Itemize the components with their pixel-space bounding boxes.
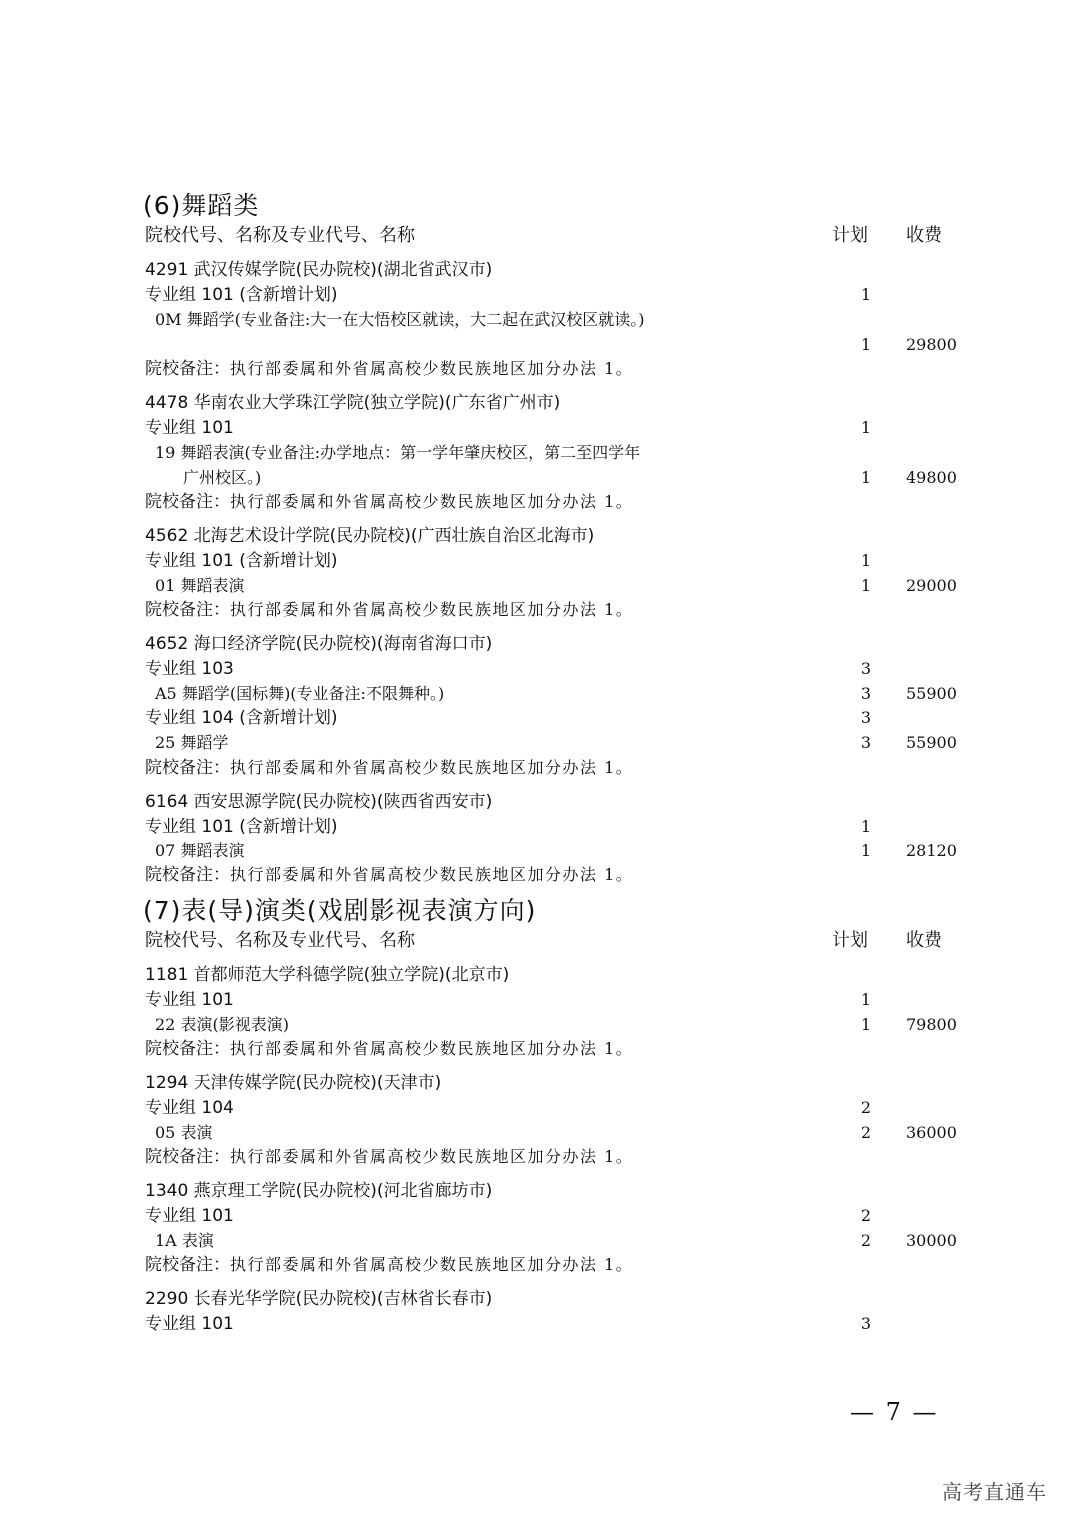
group-plan: 3 <box>860 1314 872 1333</box>
group-row <box>0 549 1080 574</box>
major-name: 22 表演(影视表演) <box>155 1015 289 1034</box>
group-label: 专业组 104 (含新增计划) <box>145 708 338 728</box>
major-fee: 49800 <box>906 468 957 487</box>
school-row <box>0 632 1080 657</box>
group-label: 专业组 101 (含新增计划) <box>145 285 338 305</box>
major-plan: 3 <box>860 733 872 752</box>
school-note <box>145 1254 633 1276</box>
major-name-continued: 广州校区。) <box>183 468 262 487</box>
note-label: 院校备注： <box>145 758 230 778</box>
group-row <box>0 283 1080 308</box>
note-text: 执行部委属和外省属高校少数民族地区加分办法 1。 <box>230 492 634 511</box>
school-name: 2290 长春光华学院(民办院校)(吉林省长春市) <box>145 1289 493 1309</box>
group-label: 专业组 101 (含新增计划) <box>145 817 338 837</box>
group-label: 专业组 103 <box>145 659 234 679</box>
major-row-values <box>0 466 1080 491</box>
column-header-plan: 计划 <box>832 225 868 246</box>
major-name: 07 舞蹈表演 <box>155 841 245 860</box>
major-name: 05 表演 <box>155 1123 213 1142</box>
school-name: 4478 华南农业大学珠江学院(独立学院)(广东省广州市) <box>145 393 561 413</box>
school-note <box>145 599 633 621</box>
school-note-row <box>0 1037 1080 1062</box>
group-plan: 1 <box>860 551 872 570</box>
column-header-fee: 收费 <box>906 930 942 951</box>
school-row <box>0 1179 1080 1204</box>
school-row <box>0 258 1080 283</box>
section-title: (7)表(导)演类(戏剧影视表演方向) <box>143 896 537 925</box>
major-name: A5 舞蹈学(国标舞)(专业备注:不限舞种。) <box>155 684 445 703</box>
group-label: 专业组 101 (含新增计划) <box>145 551 338 571</box>
page-number: — 7 — <box>850 1398 939 1426</box>
major-plan: 3 <box>860 684 872 703</box>
major-row <box>0 731 1080 756</box>
group-row <box>0 1312 1080 1337</box>
school-name: 4652 海口经济学院(民办院校)(海南省海口市) <box>145 634 493 654</box>
note-label: 院校备注： <box>145 1255 230 1275</box>
school-name: 4562 北海艺术设计学院(民办院校)(广西壮族自治区北海市) <box>145 526 595 546</box>
group-plan: 3 <box>860 659 872 678</box>
major-fee: 29000 <box>906 576 957 595</box>
major-name: 25 舞蹈学 <box>155 733 229 752</box>
school-note-row <box>0 490 1080 515</box>
school-name: 1340 燕京理工学院(民办院校)(河北省廊坊市) <box>145 1181 493 1201</box>
group-row <box>0 988 1080 1013</box>
group-plan: 1 <box>860 817 872 836</box>
major-row <box>0 441 1080 466</box>
major-plan: 1 <box>860 335 872 354</box>
group-row <box>0 706 1080 731</box>
group-label: 专业组 104 <box>145 1098 234 1118</box>
major-row <box>0 1013 1080 1038</box>
major-plan: 1 <box>860 468 872 487</box>
major-fee: 36000 <box>906 1123 957 1142</box>
school-note <box>145 1038 633 1060</box>
school-row <box>0 1287 1080 1312</box>
major-plan: 1 <box>860 1015 872 1034</box>
note-label: 院校备注： <box>145 492 230 512</box>
school-row <box>0 790 1080 815</box>
note-text: 执行部委属和外省属高校少数民族地区加分办法 1。 <box>230 865 634 884</box>
school-note-row <box>0 756 1080 781</box>
group-row <box>0 1096 1080 1121</box>
school-note-row <box>0 1253 1080 1278</box>
major-fee: 55900 <box>906 684 957 703</box>
school-note-row <box>0 1145 1080 1170</box>
major-row <box>0 308 1080 333</box>
school-name: 6164 西安思源学院(民办院校)(陕西省西安市) <box>145 792 493 812</box>
group-label: 专业组 101 <box>145 1314 234 1334</box>
group-row <box>0 416 1080 441</box>
school-note <box>145 757 633 779</box>
school-row <box>0 524 1080 549</box>
school-note-row <box>0 357 1080 382</box>
school-note-row <box>0 598 1080 623</box>
group-plan: 1 <box>860 285 872 304</box>
major-row <box>0 839 1080 864</box>
major-name: 0M 舞蹈学(专业备注:大一在大悟校区就读，大二起在武汉校区就读。) <box>155 310 645 329</box>
major-row <box>0 1121 1080 1146</box>
group-row <box>0 1204 1080 1229</box>
major-row <box>0 1229 1080 1254</box>
note-label: 院校备注： <box>145 1039 230 1059</box>
school-note <box>145 491 633 513</box>
group-row <box>0 657 1080 682</box>
major-fee: 30000 <box>906 1231 957 1250</box>
group-label: 专业组 101 <box>145 418 234 438</box>
school-name: 4291 武汉传媒学院(民办院校)(湖北省武汉市) <box>145 260 493 280</box>
note-text: 执行部委属和外省属高校少数民族地区加分办法 1。 <box>230 758 634 777</box>
column-header-label: 院校代号、名称及专业代号、名称 <box>145 225 415 246</box>
group-row <box>0 815 1080 840</box>
group-plan: 3 <box>860 708 872 727</box>
school-note <box>145 1146 633 1168</box>
column-header-fee: 收费 <box>906 225 942 246</box>
note-text: 执行部委属和外省属高校少数民族地区加分办法 1。 <box>230 1039 634 1058</box>
major-name: 19 舞蹈表演(专业备注:办学地点：第一学年肇庆校区，第二至四学年 <box>155 443 641 462</box>
group-plan: 2 <box>860 1098 872 1117</box>
school-note <box>145 358 633 380</box>
column-header-plan: 计划 <box>832 930 868 951</box>
major-row <box>0 682 1080 707</box>
note-label: 院校备注： <box>145 359 230 379</box>
major-plan: 1 <box>860 576 872 595</box>
school-row <box>0 1071 1080 1096</box>
major-name: 01 舞蹈表演 <box>155 576 245 595</box>
school-name: 1294 天津传媒学院(民办院校)(天津市) <box>145 1073 442 1093</box>
school-note <box>145 864 633 886</box>
group-plan: 1 <box>860 990 872 1009</box>
major-plan: 1 <box>860 841 872 860</box>
major-fee: 79800 <box>906 1015 957 1034</box>
column-header-label: 院校代号、名称及专业代号、名称 <box>145 930 415 951</box>
group-plan: 2 <box>860 1206 872 1225</box>
major-row <box>0 574 1080 599</box>
major-row-values <box>0 333 1080 358</box>
note-text: 执行部委属和外省属高校少数民族地区加分办法 1。 <box>230 359 634 378</box>
group-label: 专业组 101 <box>145 990 234 1010</box>
school-name: 1181 首都师范大学科德学院(独立学院)(北京市) <box>145 965 510 985</box>
group-label: 专业组 101 <box>145 1206 234 1226</box>
school-note-row <box>0 863 1080 888</box>
major-fee: 28120 <box>906 841 957 860</box>
note-text: 执行部委属和外省属高校少数民族地区加分办法 1。 <box>230 600 634 619</box>
watermark-text: 高考直通车 <box>942 1480 1047 1504</box>
section-title: (6)舞蹈类 <box>143 191 260 220</box>
major-fee: 55900 <box>906 733 957 752</box>
note-text: 执行部委属和外省属高校少数民族地区加分办法 1。 <box>230 1147 634 1166</box>
note-text: 执行部委属和外省属高校少数民族地区加分办法 1。 <box>230 1255 634 1274</box>
school-row <box>0 963 1080 988</box>
major-plan: 2 <box>860 1231 872 1250</box>
major-name: 1A 表演 <box>155 1231 214 1250</box>
group-plan: 1 <box>860 418 872 437</box>
major-plan: 2 <box>860 1123 872 1142</box>
note-label: 院校备注： <box>145 600 230 620</box>
note-label: 院校备注： <box>145 865 230 885</box>
school-row <box>0 391 1080 416</box>
major-fee: 29800 <box>906 335 957 354</box>
note-label: 院校备注： <box>145 1147 230 1167</box>
